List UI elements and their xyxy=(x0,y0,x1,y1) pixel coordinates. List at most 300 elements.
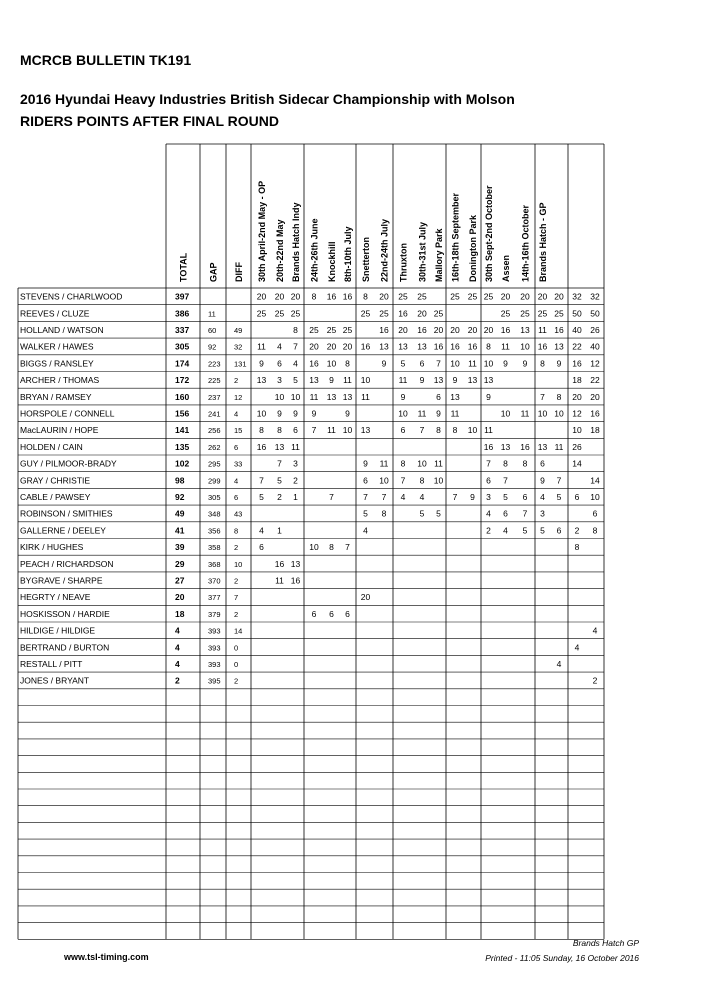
website-link[interactable]: www.tsl-timing.com xyxy=(64,952,149,962)
rider-name: ROBINSON / SMITHIES xyxy=(20,508,113,519)
header-r7: 16th-18th September xyxy=(450,192,461,282)
rider-points: 4 xyxy=(503,525,508,536)
rider-points: 10 xyxy=(433,475,444,486)
rider-diff: 2 xyxy=(234,543,239,553)
rider-points: 10 xyxy=(326,358,337,369)
rider-points: 25 xyxy=(326,324,337,335)
rider-diff: 8 xyxy=(234,526,239,536)
rider-total: 4 xyxy=(175,625,180,636)
rider-points: 7 xyxy=(486,458,491,469)
rider-points: 6 xyxy=(293,425,298,436)
rider-points: 4 xyxy=(400,491,406,502)
rider-points: 25 xyxy=(450,291,460,302)
rider-points: 16 xyxy=(500,324,511,335)
rider-points: 8 xyxy=(400,458,406,469)
rider-points: 16 xyxy=(360,341,371,352)
rider-name: MacLAURIN / HOPE xyxy=(20,425,99,436)
rider-points: 25 xyxy=(309,324,319,335)
rider-points: 11 xyxy=(468,358,477,369)
rider-points: 8 xyxy=(311,291,317,302)
rider-points: 13 xyxy=(450,391,460,402)
rider-points: 25 xyxy=(274,308,285,319)
rider-points: 10 xyxy=(342,425,353,436)
header-r8: 30th Sept-2nd October xyxy=(484,185,494,282)
rider-points: 8 xyxy=(574,542,580,553)
rider-points: 11 xyxy=(309,391,319,402)
rider-name: HOSKISSON / HARDIE xyxy=(20,608,110,619)
rider-points: 20 xyxy=(398,324,408,335)
rider-points: 13 xyxy=(537,441,548,452)
rider-diff: 6 xyxy=(234,442,239,452)
rider-points: 12 xyxy=(590,358,600,369)
rider-points: 9 xyxy=(381,358,387,369)
rider-gap: 223 xyxy=(208,359,221,369)
rider-total: 305 xyxy=(175,341,190,352)
rider-points: 12 xyxy=(572,408,582,419)
rider-points: 7 xyxy=(522,508,528,519)
rider-total: 397 xyxy=(175,291,190,302)
rider-name: BIGGS / RANSLEY xyxy=(20,358,94,369)
rider-points: 7 xyxy=(329,491,334,502)
rider-points: 20 xyxy=(450,324,460,335)
header-mallory-park: Mallory Park xyxy=(434,228,444,282)
rider-total: 102 xyxy=(175,458,190,469)
header-r5: 22nd-24th July xyxy=(379,218,390,282)
rider-points: 10 xyxy=(360,375,371,386)
header-snetterton: Snetterton xyxy=(361,237,371,282)
rider-points: 10 xyxy=(554,408,564,419)
header-r1: 30th April-2nd May - OP xyxy=(257,180,267,282)
rider-points: 3 xyxy=(540,508,545,519)
rider-points: 10 xyxy=(483,358,494,369)
rider-points: 9 xyxy=(259,358,264,369)
rider-points: 10 xyxy=(450,358,460,369)
rider-total: 156 xyxy=(175,408,190,419)
rider-points: 14 xyxy=(590,475,600,486)
rider-points: 4 xyxy=(486,508,491,519)
rider-total: 20 xyxy=(175,592,185,603)
rider-points: 25 xyxy=(500,308,511,319)
rider-points: 13 xyxy=(309,375,319,386)
rider-points: 7 xyxy=(400,475,406,486)
rider-points: 8 xyxy=(259,425,264,436)
rider-points: 40 xyxy=(590,341,600,352)
rider-name: CABLE / PAWSEY xyxy=(20,491,91,502)
rider-points: 10 xyxy=(572,425,582,436)
rider-diff: 4 xyxy=(234,476,239,486)
rider-points: 11 xyxy=(501,341,510,352)
rider-diff: 32 xyxy=(234,342,243,352)
rider-points: 13 xyxy=(274,441,285,452)
rider-points: 6 xyxy=(540,458,545,469)
rider-name: HILDIGE / HILDIGE xyxy=(20,625,96,636)
rider-points: 6 xyxy=(486,475,491,486)
rider-gap: 395 xyxy=(208,676,221,686)
rider-points: 7 xyxy=(381,491,387,502)
rider-total: 98 xyxy=(175,475,185,486)
rider-points: 20 xyxy=(590,391,600,402)
rider-points: 5 xyxy=(363,508,368,519)
rider-points: 6 xyxy=(259,542,264,553)
rider-total: 141 xyxy=(175,425,190,436)
rider-name: WALKER / HAWES xyxy=(20,341,94,352)
rider-points: 10 xyxy=(537,408,548,419)
rider-gap: 356 xyxy=(208,526,221,536)
rider-points: 16 xyxy=(450,341,460,352)
rider-gap: 299 xyxy=(208,476,221,486)
rider-points: 13 xyxy=(342,391,353,402)
rider-name: GRAY / CHRISTIE xyxy=(20,475,91,486)
rider-points: 22 xyxy=(590,375,600,386)
rider-diff: 0 xyxy=(234,659,239,669)
rider-gap: 92 xyxy=(208,342,217,352)
rider-points: 16 xyxy=(520,441,530,452)
rider-points: 16 xyxy=(398,308,408,319)
rider-points: 11 xyxy=(450,408,460,419)
rider-points: 7 xyxy=(259,475,264,486)
rider-points: 9 xyxy=(311,408,317,419)
rider-points: 16 xyxy=(483,441,494,452)
rider-points: 16 xyxy=(590,408,600,419)
rider-points: 9 xyxy=(470,491,475,502)
rider-points: 9 xyxy=(503,358,508,369)
rider-points: 50 xyxy=(590,308,600,319)
rider-points: 20 xyxy=(554,291,564,302)
rider-points: 5 xyxy=(277,475,282,486)
rider-points: 16 xyxy=(309,358,319,369)
rider-points: 25 xyxy=(467,291,478,302)
header-gap: GAP xyxy=(208,262,219,282)
header-brands-hatch-indy: Brands Hatch Indy xyxy=(291,202,301,282)
rider-points: 13 xyxy=(467,375,478,386)
rider-points: 11 xyxy=(554,441,564,452)
rider-total: 41 xyxy=(175,525,185,536)
rider-points: 25 xyxy=(379,308,389,319)
rider-points: 11 xyxy=(291,441,300,452)
rider-points: 20 xyxy=(433,324,444,335)
rider-gap: 305 xyxy=(208,492,221,502)
rider-gap: 295 xyxy=(208,459,221,469)
rider-points: 20 xyxy=(342,341,353,352)
rider-points: 16 xyxy=(467,341,478,352)
rider-points: 25 xyxy=(520,308,530,319)
rider-points: 5 xyxy=(540,525,545,536)
rider-points: 6 xyxy=(311,608,317,619)
rider-points: 25 xyxy=(360,308,371,319)
rider-points: 6 xyxy=(556,525,562,536)
rider-points: 2 xyxy=(277,491,282,502)
header-total: TOTAL xyxy=(178,252,189,282)
rider-gap: 393 xyxy=(208,659,221,669)
rider-points: 9 xyxy=(400,391,406,402)
rider-gap: 237 xyxy=(208,392,221,402)
rider-points: 4 xyxy=(259,525,264,536)
rider-points: 20 xyxy=(290,291,301,302)
rider-points: 9 xyxy=(452,375,458,386)
rider-points: 16 xyxy=(326,291,337,302)
rider-points: 11 xyxy=(398,375,408,386)
rider-points: 16 xyxy=(537,341,548,352)
rider-name: KIRK / HUGHES xyxy=(20,542,84,553)
rider-name: BYGRAVE / SHARPE xyxy=(20,575,103,586)
printed-timestamp: Printed - 11:05 Sunday, 16 October 2016 xyxy=(485,953,639,963)
rider-diff: 2 xyxy=(234,376,239,386)
rider-points: 20 xyxy=(256,291,267,302)
rider-points: 8 xyxy=(381,508,387,519)
rider-points: 13 xyxy=(360,425,371,436)
rider-points: 4 xyxy=(419,491,425,502)
rider-name: HOLDEN / CAIN xyxy=(20,441,83,452)
rider-diff: 7 xyxy=(234,593,239,603)
header-brands-hatch-gp: Brands Hatch - GP xyxy=(538,202,548,282)
rider-points: 4 xyxy=(293,358,298,369)
rider-points: 13 xyxy=(398,341,408,352)
rider-points: 25 xyxy=(554,308,564,319)
rider-points: 6 xyxy=(419,358,425,369)
rider-diff: 12 xyxy=(234,392,243,402)
rider-points: 20 xyxy=(417,308,427,319)
rider-points: 7 xyxy=(436,358,441,369)
rider-points: 10 xyxy=(256,408,267,419)
rider-points: 10 xyxy=(379,475,389,486)
rider-name: BRYAN / RAMSEY xyxy=(20,391,92,402)
rider-points: 6 xyxy=(345,608,350,619)
rider-points: 3 xyxy=(293,458,298,469)
rider-points: 11 xyxy=(434,458,443,469)
rider-points: 6 xyxy=(522,491,528,502)
rider-points: 11 xyxy=(484,425,493,436)
rider-points: 20 xyxy=(309,341,319,352)
rider-points: 13 xyxy=(290,558,301,569)
rider-points: 10 xyxy=(290,391,301,402)
rider-diff: 4 xyxy=(234,409,239,419)
rider-points: 10 xyxy=(500,408,511,419)
rider-total: 386 xyxy=(175,308,190,319)
rider-points: 11 xyxy=(361,391,370,402)
rider-diff: 14 xyxy=(234,626,243,636)
rider-points: 26 xyxy=(590,324,600,335)
rider-name: HOLLAND / WATSON xyxy=(20,324,104,335)
rider-points: 3 xyxy=(486,491,491,502)
rider-points: 8 xyxy=(419,475,425,486)
rider-points: 20 xyxy=(537,291,548,302)
rider-name: PEACH / RICHARDSON xyxy=(20,558,114,569)
rider-diff: 2 xyxy=(234,576,239,586)
rider-points: 8 xyxy=(486,341,491,352)
rider-points: 1 xyxy=(293,491,298,502)
rider-points: 16 xyxy=(379,324,389,335)
rider-points: 8 xyxy=(452,425,458,436)
rider-gap: 60 xyxy=(208,325,217,335)
rider-points: 32 xyxy=(590,291,600,302)
rider-total: 27 xyxy=(175,575,185,586)
rider-points: 14 xyxy=(572,458,582,469)
rider-gap: 225 xyxy=(208,376,221,386)
header-donington-park: Donington Park xyxy=(468,215,478,282)
rider-diff: 43 xyxy=(234,509,243,519)
header-assen: Assen xyxy=(501,254,511,282)
rider-diff: 2 xyxy=(234,609,239,619)
rider-points: 25 xyxy=(256,308,267,319)
rider-points: 8 xyxy=(345,358,350,369)
rider-gap: 256 xyxy=(208,426,221,436)
rider-points: 7 xyxy=(540,391,545,402)
rider-points: 9 xyxy=(556,358,562,369)
rider-name: HEGRTY / NEAVE xyxy=(20,592,91,603)
rider-diff: 33 xyxy=(234,459,243,469)
rider-total: 29 xyxy=(175,558,185,569)
rider-points: 7 xyxy=(277,458,282,469)
rider-gap: 368 xyxy=(208,559,221,569)
rider-points: 40 xyxy=(572,324,582,335)
rider-points: 20 xyxy=(500,291,511,302)
rider-total: 174 xyxy=(175,358,190,369)
rider-points: 25 xyxy=(433,308,444,319)
rider-points: 20 xyxy=(483,324,494,335)
rider-points: 16 xyxy=(433,341,444,352)
rider-points: 7 xyxy=(311,425,317,436)
rider-points: 16 xyxy=(274,558,285,569)
rider-points: 1 xyxy=(277,525,282,536)
rider-diff: 6 xyxy=(234,492,239,502)
rider-points: 13 xyxy=(520,324,530,335)
header-r4: 8th-10th July xyxy=(343,226,353,282)
rider-points: 9 xyxy=(363,458,368,469)
rider-name: BERTRAND / BURTON xyxy=(20,642,110,653)
rider-points: 5 xyxy=(522,525,528,536)
rider-points: 9 xyxy=(345,408,350,419)
rider-points: 11 xyxy=(257,341,266,352)
rider-points: 6 xyxy=(277,358,282,369)
rider-points: 20 xyxy=(379,291,389,302)
report-subtitle: RIDERS POINTS AFTER FINAL ROUND xyxy=(20,113,280,129)
rider-points: 5 xyxy=(436,508,441,519)
rider-points: 7 xyxy=(293,341,298,352)
rider-points: 16 xyxy=(290,575,301,586)
rider-total: 4 xyxy=(175,642,180,653)
rider-points: 25 xyxy=(417,291,427,302)
rider-points: 5 xyxy=(556,491,562,502)
rider-gap: 393 xyxy=(208,626,221,636)
rider-points: 11 xyxy=(379,458,389,469)
rider-points: 8 xyxy=(363,291,368,302)
rider-points: 11 xyxy=(538,324,547,335)
rider-points: 6 xyxy=(503,508,508,519)
rider-points: 8 xyxy=(522,458,528,469)
rider-points: 8 xyxy=(503,458,508,469)
rider-gap: 377 xyxy=(208,593,221,603)
rider-points: 9 xyxy=(293,408,298,419)
rider-points: 13 xyxy=(433,375,444,386)
rider-diff: 15 xyxy=(234,426,243,436)
rider-gap: 358 xyxy=(208,543,221,553)
rider-total: 4 xyxy=(175,658,180,669)
rider-points: 2 xyxy=(574,525,580,536)
rider-points: 6 xyxy=(363,475,368,486)
rider-points: 11 xyxy=(417,408,427,419)
rider-points: 6 xyxy=(329,608,334,619)
rider-gap: 262 xyxy=(208,442,221,452)
rider-points: 10 xyxy=(520,341,530,352)
rider-points: 5 xyxy=(400,358,406,369)
rider-points: 2 xyxy=(486,525,491,536)
rider-points: 4 xyxy=(574,642,580,653)
rider-name: JONES / BRYANT xyxy=(20,675,90,686)
rider-points: 4 xyxy=(277,341,282,352)
rider-points: 6 xyxy=(574,491,580,502)
rider-points: 4 xyxy=(363,525,368,536)
rider-points: 20 xyxy=(360,592,371,603)
rider-points: 22 xyxy=(572,341,582,352)
rider-points: 7 xyxy=(556,475,562,486)
rider-points: 2 xyxy=(592,675,598,686)
rider-total: 49 xyxy=(175,508,185,519)
rider-points: 25 xyxy=(342,324,353,335)
rider-points: 11 xyxy=(520,408,530,419)
rider-points: 16 xyxy=(342,291,353,302)
rider-points: 3 xyxy=(277,375,282,386)
rider-total: 160 xyxy=(175,391,190,402)
rider-points: 7 xyxy=(363,491,368,502)
rider-name: RESTALL / PITT xyxy=(20,658,83,669)
rider-name: GALLERNE / DEELEY xyxy=(20,525,106,536)
rider-points: 13 xyxy=(417,341,427,352)
rider-name: HORSPOLE / CONNELL xyxy=(20,408,115,419)
rider-total: 2 xyxy=(175,675,180,686)
header-diff: DIFF xyxy=(234,262,244,282)
rider-name: ARCHER / THOMAS xyxy=(20,375,100,386)
rider-points: 11 xyxy=(275,575,284,586)
rider-points: 32 xyxy=(572,291,582,302)
rider-gap: 393 xyxy=(208,643,221,653)
header-r3: 24th-26th June xyxy=(309,218,320,282)
rider-total: 18 xyxy=(175,608,185,619)
rider-total: 39 xyxy=(175,542,185,553)
rider-points: 5 xyxy=(259,491,264,502)
rider-name: GUY / PILMOOR-BRADY xyxy=(20,458,117,469)
rider-points: 5 xyxy=(503,491,508,502)
rider-points: 10 xyxy=(398,408,408,419)
rider-points: 6 xyxy=(400,425,406,436)
rider-points: 4 xyxy=(540,491,545,502)
rider-points: 6 xyxy=(436,391,441,402)
rider-points: 18 xyxy=(590,425,600,436)
rider-points: 20 xyxy=(572,391,582,402)
rider-diff: 131 xyxy=(234,359,247,369)
rider-points: 25 xyxy=(398,291,408,302)
rider-points: 8 xyxy=(436,425,441,436)
rider-diff: 10 xyxy=(234,559,243,569)
header-knockhill: Knockhill xyxy=(327,241,337,282)
rider-points: 9 xyxy=(436,408,441,419)
rider-points: 2 xyxy=(293,475,298,486)
rider-total: 337 xyxy=(175,324,190,335)
rider-points: 13 xyxy=(483,375,494,386)
rider-points: 8 xyxy=(293,324,298,335)
rider-points: 9 xyxy=(486,391,491,402)
rider-points: 16 xyxy=(417,324,427,335)
rider-name: STEVENS / CHARLWOOD xyxy=(20,291,123,302)
rider-points: 20 xyxy=(326,341,337,352)
rider-diff: 0 xyxy=(234,643,239,653)
rider-points: 25 xyxy=(290,308,301,319)
rider-points: 8 xyxy=(556,391,562,402)
rider-points: 9 xyxy=(277,408,282,419)
rider-points: 7 xyxy=(419,425,425,436)
rider-points: 13 xyxy=(500,441,511,452)
header-r9: 14th-16th October xyxy=(520,204,531,282)
rider-points: 4 xyxy=(556,658,562,669)
